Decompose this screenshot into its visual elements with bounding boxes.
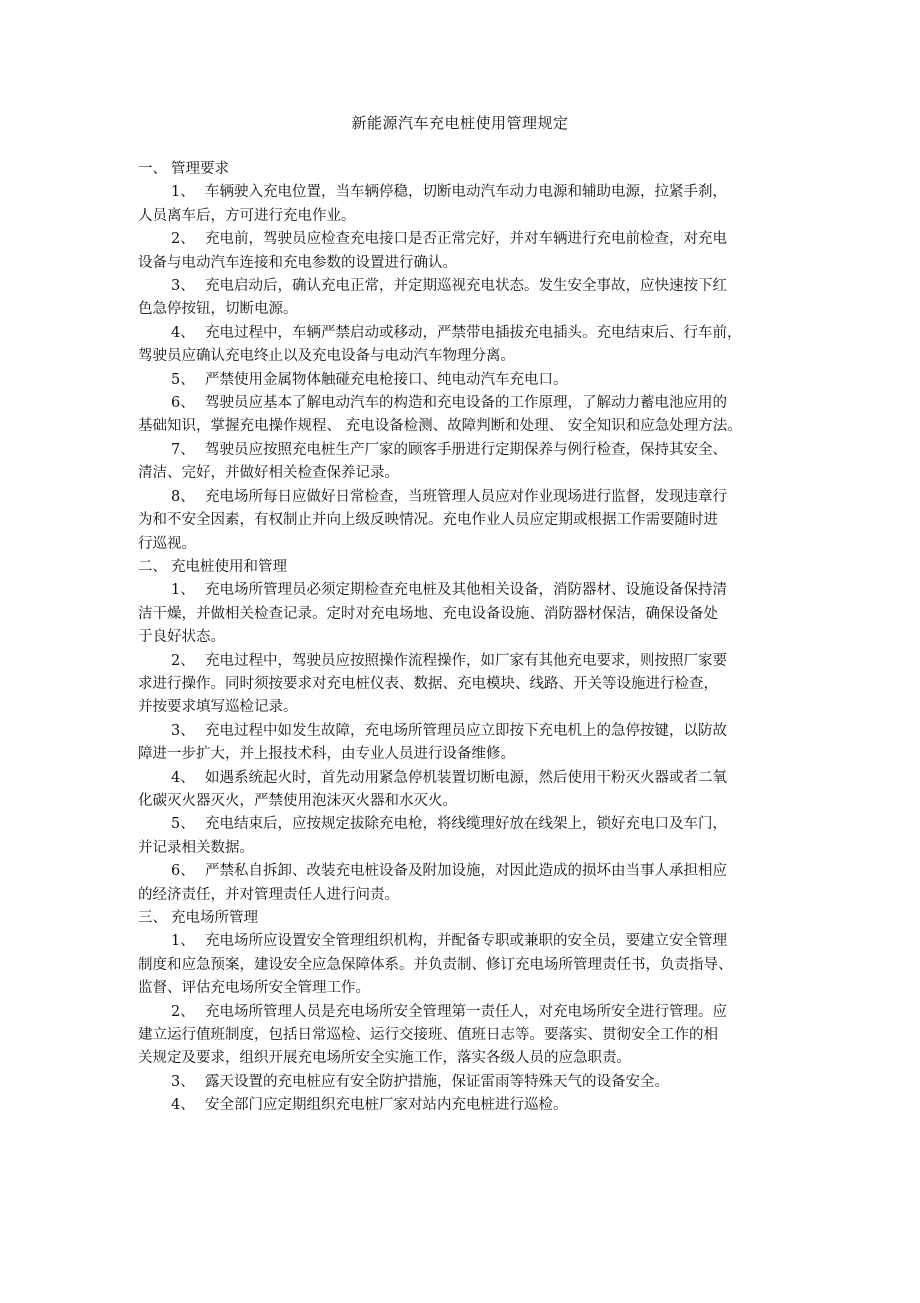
item-text: 基础知识，掌握充电操作规程、 充电设备检测、故障判断和处理、 安全知识和应急处理方法。	[138, 418, 742, 435]
item-number: 5、	[171, 816, 195, 833]
item-number: 3、	[171, 278, 195, 295]
item-line	[138, 720, 748, 743]
item-text: 并按要求填写巡检记录。	[138, 699, 298, 716]
list-item	[138, 1094, 748, 1117]
item-number: 8、	[171, 488, 195, 505]
item-line	[138, 954, 748, 977]
item-text: 如遇系统起火时，首先动用紧急停机装置切断电源，然后使用干粉灭火器或者二氧	[205, 769, 727, 786]
item-line	[138, 228, 748, 251]
item-line	[138, 509, 748, 532]
item-text: 障进一步扩大，并上报技术科，由专业人员进行设备维修。	[138, 746, 515, 763]
item-text: 驾驶员应基本了解电动汽车的构造和充电设备的工作原理，了解动力蓄电池应用的	[205, 395, 727, 412]
item-line	[138, 790, 748, 813]
item-number: 2、	[171, 652, 195, 669]
item-text: 充电过程中，车辆严禁启动或移动，严禁带电插拔充电插头。充电结束后、行车前，	[205, 324, 742, 341]
item-line	[138, 579, 748, 602]
item-text: 关规定及要求，组织开展充电场所安全实施工作，落实各级人员的应急职责。	[138, 1050, 631, 1067]
item-line	[138, 767, 748, 790]
item-line	[138, 533, 748, 556]
item-text: 求进行操作。同时须按要求对充电桩仪表、数据、充电模块、线路、开关等设施进行检查，	[138, 675, 718, 692]
section-number: 二、	[138, 558, 167, 575]
item-text: 充电场所每日应做好日常检查，当班管理人员应对作业现场进行监督，发现违章行	[205, 488, 727, 505]
item-line	[138, 673, 748, 696]
list-item	[138, 860, 748, 907]
list-item	[138, 392, 748, 439]
document-body	[138, 158, 748, 1118]
item-text: 洁干燥，并做相关检查记录。定时对充电场地、充电设备设施、消防器材保洁，确保设备处	[138, 605, 718, 622]
section-title: 管理要求	[171, 161, 229, 177]
item-text: 制度和应急预案，建设安全应急保障体系。并负责制、修订充电场所管理责任书，负责指导、	[138, 956, 733, 973]
item-number: 6、	[171, 863, 195, 880]
item-number: 3、	[171, 1073, 195, 1090]
item-line	[138, 977, 748, 1000]
item-text: 并记录相关数据。	[138, 839, 254, 856]
item-text: 充电启动后，确认充电正常，并定期巡视充电状态。发生安全事故，应快速按下红	[205, 278, 727, 295]
item-line	[138, 181, 748, 204]
item-line	[138, 813, 748, 836]
item-number: 5、	[171, 371, 195, 388]
item-text: 色急停按钮，切断电源。	[138, 301, 298, 318]
item-text: 设备与电动汽车连接和充电参数的设置进行确认。	[138, 254, 457, 271]
item-line	[138, 369, 748, 392]
item-number: 1、	[171, 933, 195, 950]
item-line	[138, 345, 748, 368]
section-heading	[138, 556, 748, 579]
item-line	[138, 1001, 748, 1024]
item-text: 为和不安全因素，有权制止并向上级反映情况。充电作业人员应定期或根据工作需要随时进	[138, 512, 718, 529]
section-number: 三、	[138, 910, 167, 926]
item-number: 1、	[171, 582, 195, 599]
item-line	[138, 1071, 748, 1094]
item-text: 行巡视。	[138, 535, 196, 552]
item-text: 人员离车后，方可进行充电作业。	[138, 207, 356, 224]
item-line	[138, 603, 748, 626]
item-text: 车辆驶入充电位置，当车辆停稳，切断电动汽车动力电源和辅助电源，拉紧手刹，	[205, 184, 727, 201]
item-text: 建立运行值班制度，包括日常巡检、运行交接班、值班日志等。要落实、贯彻安全工作的相	[138, 1027, 718, 1044]
item-line	[138, 392, 748, 415]
list-item	[138, 1071, 748, 1094]
list-item	[138, 181, 748, 228]
document-title: 新能源汽车充电桩使用管理规定	[351, 114, 569, 132]
list-item	[138, 1001, 748, 1071]
item-line	[138, 205, 748, 228]
item-line	[138, 930, 748, 953]
item-text: 安全部门应定期组织充电桩厂家对站内充电桩进行巡检。	[205, 1097, 568, 1114]
list-item	[138, 930, 748, 1000]
item-line	[138, 462, 748, 485]
list-item	[138, 767, 748, 814]
item-number: 6、	[171, 395, 195, 412]
list-item	[138, 579, 748, 649]
item-line	[138, 1024, 748, 1047]
item-text: 充电过程中，驾驶员应按照操作流程操作，如厂家有其他充电要求，则按照厂家要	[205, 652, 727, 669]
section-heading	[138, 907, 748, 930]
item-text: 驾驶员应按照充电桩生产厂家的顾客手册进行定期保养与例行检查，保持其安全、	[205, 441, 727, 458]
item-line	[138, 275, 748, 298]
list-item	[138, 720, 748, 767]
list-item	[138, 813, 748, 860]
item-number: 1、	[171, 184, 195, 201]
item-text: 充电过程中如发生故障，充电场所管理员应立即按下充电机上的急停按键，以防故	[205, 722, 727, 739]
list-item	[138, 322, 748, 369]
item-line	[138, 415, 748, 438]
section-title: 充电场所管理	[171, 910, 258, 926]
item-text: 监督、评估充电场所安全管理工作。	[138, 980, 370, 997]
item-number: 4、	[171, 324, 195, 341]
item-number: 3、	[171, 722, 195, 739]
item-text: 清洁、完好，并做好相关检查保养记录。	[138, 465, 399, 482]
item-text: 化碳灭火器灭火，严禁使用泡沫灭火器和水灭火。	[138, 792, 457, 809]
item-line	[138, 322, 748, 345]
item-text: 充电前，驾驶员应检查充电接口是否正常完好，并对车辆进行充电前检查，对充电	[205, 231, 727, 248]
item-number: 7、	[171, 441, 195, 458]
list-item	[138, 228, 748, 275]
item-line	[138, 486, 748, 509]
section-number: 一、	[138, 161, 167, 177]
item-text: 于良好状态。	[138, 629, 225, 646]
item-text: 严禁私自拆卸、改装充电桩设备及附加设施，对因此造成的损坏由当事人承担相应	[205, 863, 727, 880]
item-text: 充电场所管理人员是充电场所安全管理第一责任人，对充电场所安全进行管理。应	[205, 1003, 727, 1020]
item-text: 驾驶员应确认充电终止以及充电设备与电动汽车物理分离。	[138, 348, 515, 365]
list-item	[138, 275, 748, 322]
list-item	[138, 369, 748, 392]
item-line	[138, 650, 748, 673]
section-heading	[138, 158, 748, 181]
item-line	[138, 884, 748, 907]
item-text: 充电场所管理员必须定期检查充电桩及其他相关设备，消防器材、设施设备保持清	[205, 582, 727, 599]
list-item	[138, 439, 748, 486]
item-text: 的经济责任，并对管理责任人进行问责。	[138, 886, 399, 903]
list-item	[138, 486, 748, 556]
item-line	[138, 696, 748, 719]
item-text: 充电结束后，应按规定拔除充电枪，将线缆理好放在线架上，锁好充电口及车门，	[205, 816, 727, 833]
item-line	[138, 626, 748, 649]
item-line	[138, 837, 748, 860]
list-item	[138, 650, 748, 720]
item-number: 2、	[171, 231, 195, 248]
item-number: 4、	[171, 1097, 195, 1114]
item-line	[138, 860, 748, 883]
item-line	[138, 252, 748, 275]
item-line	[138, 439, 748, 462]
item-line	[138, 298, 748, 321]
item-line	[138, 743, 748, 766]
item-text: 露天设置的充电桩应有安全防护措施，保证雷雨等特殊天气的设备安全。	[205, 1073, 669, 1090]
item-number: 2、	[171, 1003, 195, 1020]
item-line	[138, 1094, 748, 1117]
item-text: 严禁使用金属物体触碰充电枪接口、纯电动汽车充电口。	[205, 371, 568, 388]
section-title: 充电桩使用和管理	[171, 558, 287, 575]
item-text: 充电场所应设置安全管理组织机构，并配备专职或兼职的安全员，要建立安全管理	[205, 933, 727, 950]
item-line	[138, 1047, 748, 1070]
item-number: 4、	[171, 769, 195, 786]
